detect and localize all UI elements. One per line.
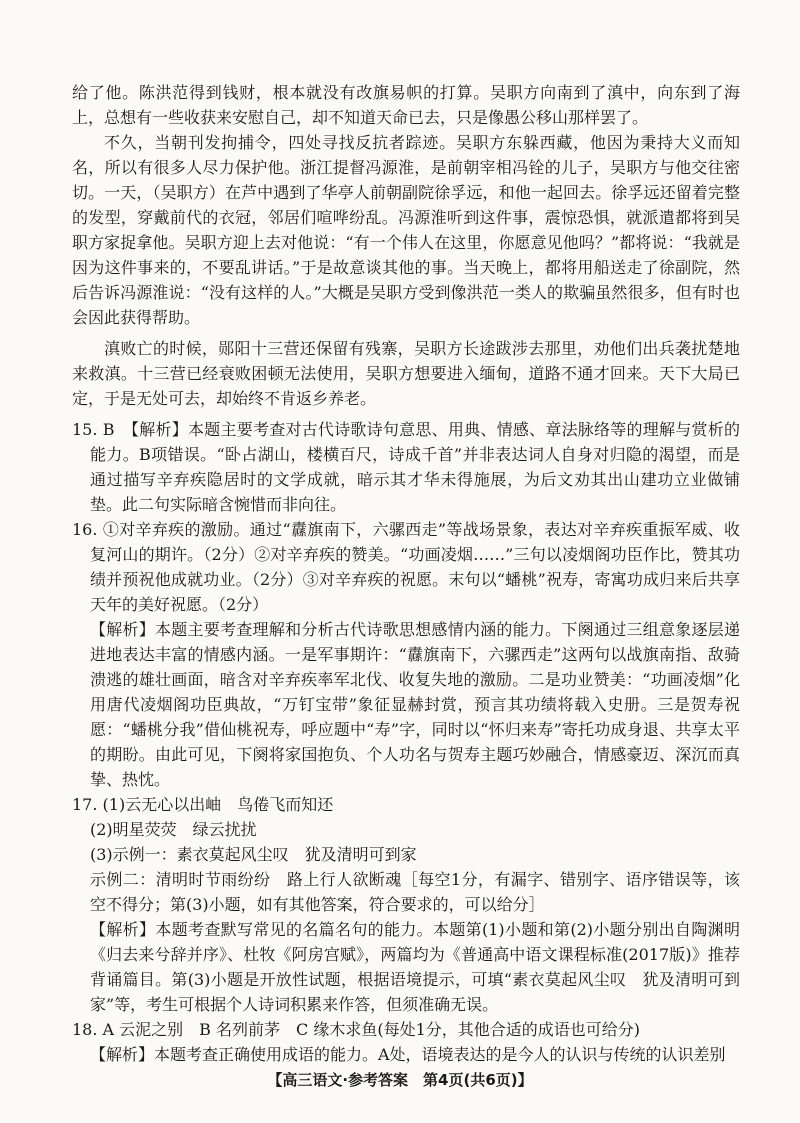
q18-answer: 18. A 云泥之别 B 名列前茅 C 缘木求鱼(每处1分，其他合适的成语也可给分) bbox=[72, 1020, 641, 1039]
page-content bbox=[72, 80, 740, 1067]
page-footer: 【高三语文·参考答案 第4页(共6页)】 bbox=[267, 1071, 533, 1089]
q16-analysis: 【解析】本题主要考查理解和分析古代诗歌思想感情内涵的能力。下阕通过三组意象逐层递进地表达丰富的情感内涵。一是军事期许：“纛旗南下，六骡西走”这两句以战旗南指、敌骑溃逃的雄壮画面，暗含对辛弃疾率军北伐、收复失地的激励。二是功业赞美：“功画凌烟”化用唐代凌烟阁功臣典故，“万钉宝带”象征显赫封赏，预言其功绩将载入史册。三是贺寿祝愿：“蟠桃分我”借仙桃祝寿，呼应题中“寿”字，同时以“怀归来寿”寄托功成身退、共享太平的期盼。由此可见，下阕将家国抱负、个人功名与贺寿主题巧妙融合，情感豪迈、深沉而真挚、热忱。 bbox=[90, 620, 740, 789]
q17-example: 示例二：清明时节雨纷纷 路上行人欲断魂［每空1分，有漏字、错别字、语序错误等，该空不得分；第(3)小题，如有其他答案，符合要求的，可以给分］ bbox=[90, 870, 740, 914]
q17-answer-2: (2)明星荧荧 绿云扰扰 bbox=[90, 820, 257, 839]
q16-answer: 16. ①对辛弃疾的激励。通过“纛旗南下，六骡西走”等战场景象，表达对辛弃疾重振军威、收复河山的期许。（2分）②对辛弃疾的赞美。“功画凌烟……”三句以凌烟阁功臣作比，赞其功绩并预祝他成就功业。（2分）③对辛弃疾的祝愿。末句以“蟠桃”祝寿，寄寓功成归来后共享天年的美好祝愿。（2分） bbox=[72, 520, 740, 614]
q17-analysis: 【解析】本题考查默写常见的名篇名句的能力。本题第(1)小题和第(2)小题分别出自陶渊明《归去来兮辞并序》、杜牧《阿房宫赋》，两篇均为《普通高中语文课程标准(2017版)》推荐背诵篇目。第(3)小题是开放性试题，根据语境提示，可填“素衣莫起风尘叹 犹及清明可到家”等，考生可根据个人诗词积累来作答，但须准确无误。 bbox=[90, 920, 740, 1014]
q15-answer: 15. B 【解析】本题主要考查对古代诗歌诗句意思、用典、情感、章法脉络等的理解与赏析的能力。B项错误。“卧占湖山，楼横百尺，诗成千首”并非表达词人自身对归隐的渴望，而是通过描写辛弃疾隐居时的文学成就，暗示其才华未得施展，为后文劝其出山建功立业做铺垫。此二句实际暗含惋惜而非向往。 bbox=[72, 420, 740, 514]
passage-paragraph-1: 给了他。陈洪范得到钱财，根本就没有改旗易帜的打算。吴职方向南到了滇中，向东到了海上，总想有一些收获来安慰自己，却不知道天命已去，只是像愚公移山那样罢了。 bbox=[72, 83, 740, 127]
q18-analysis: 【解析】本题考查正确使用成语的能力。A处，语境表达的是今人的认识与传统的认识差别 bbox=[90, 1045, 726, 1064]
passage-paragraph-3: 滇败亡的时候，郧阳十三营还保留有残寨，吴职方长途跋涉去那里，劝他们出兵袭扰楚地来救滇。十三营已经衰败困顿无法使用，吴职方想要进入缅甸，道路不通才回来。天下大局已定，于是无处可去，却始终不肯返乡养老。 bbox=[72, 339, 740, 408]
q17-answer-1: 17. (1)云无心以出岫 鸟倦飞而知还 bbox=[72, 795, 334, 814]
passage-paragraph-2: 不久，当朝刊发拘捕令，四处寻找反抗者踪迹。吴职方东躲西藏，他因为秉持大义而知名，所以有很多人尽力保护他。浙江提督冯源淮，是前朝宰相冯铨的儿子，吴职方与他交往密切。一天，（吴职方）在芦中遇到了华亭人前朝副院徐孚远，和他一起回去。徐孚远还留着完整的发型，穿戴前代的衣冠，邻居们喧哗纷乱。冯源淮听到这件事，震惊恐惧，就派遣都将到吴职方家捉拿他。吴职方迎上去对他说：“有一个伟人在这里，你愿意见他吗？”都将说：“我就是因为这件事来的，不要乱讲话。”于是故意谈其他的事。当天晚上，都将用船送走了徐副院，然后告诉冯源淮说：“没有这样的人。”大概是吴职方受到像洪范一类人的欺骗虽然很多，但有时也会因此获得帮助。 bbox=[72, 133, 740, 327]
q17-answer-3: (3)示例一：素衣莫起风尘叹 犹及清明可到家 bbox=[90, 845, 417, 864]
